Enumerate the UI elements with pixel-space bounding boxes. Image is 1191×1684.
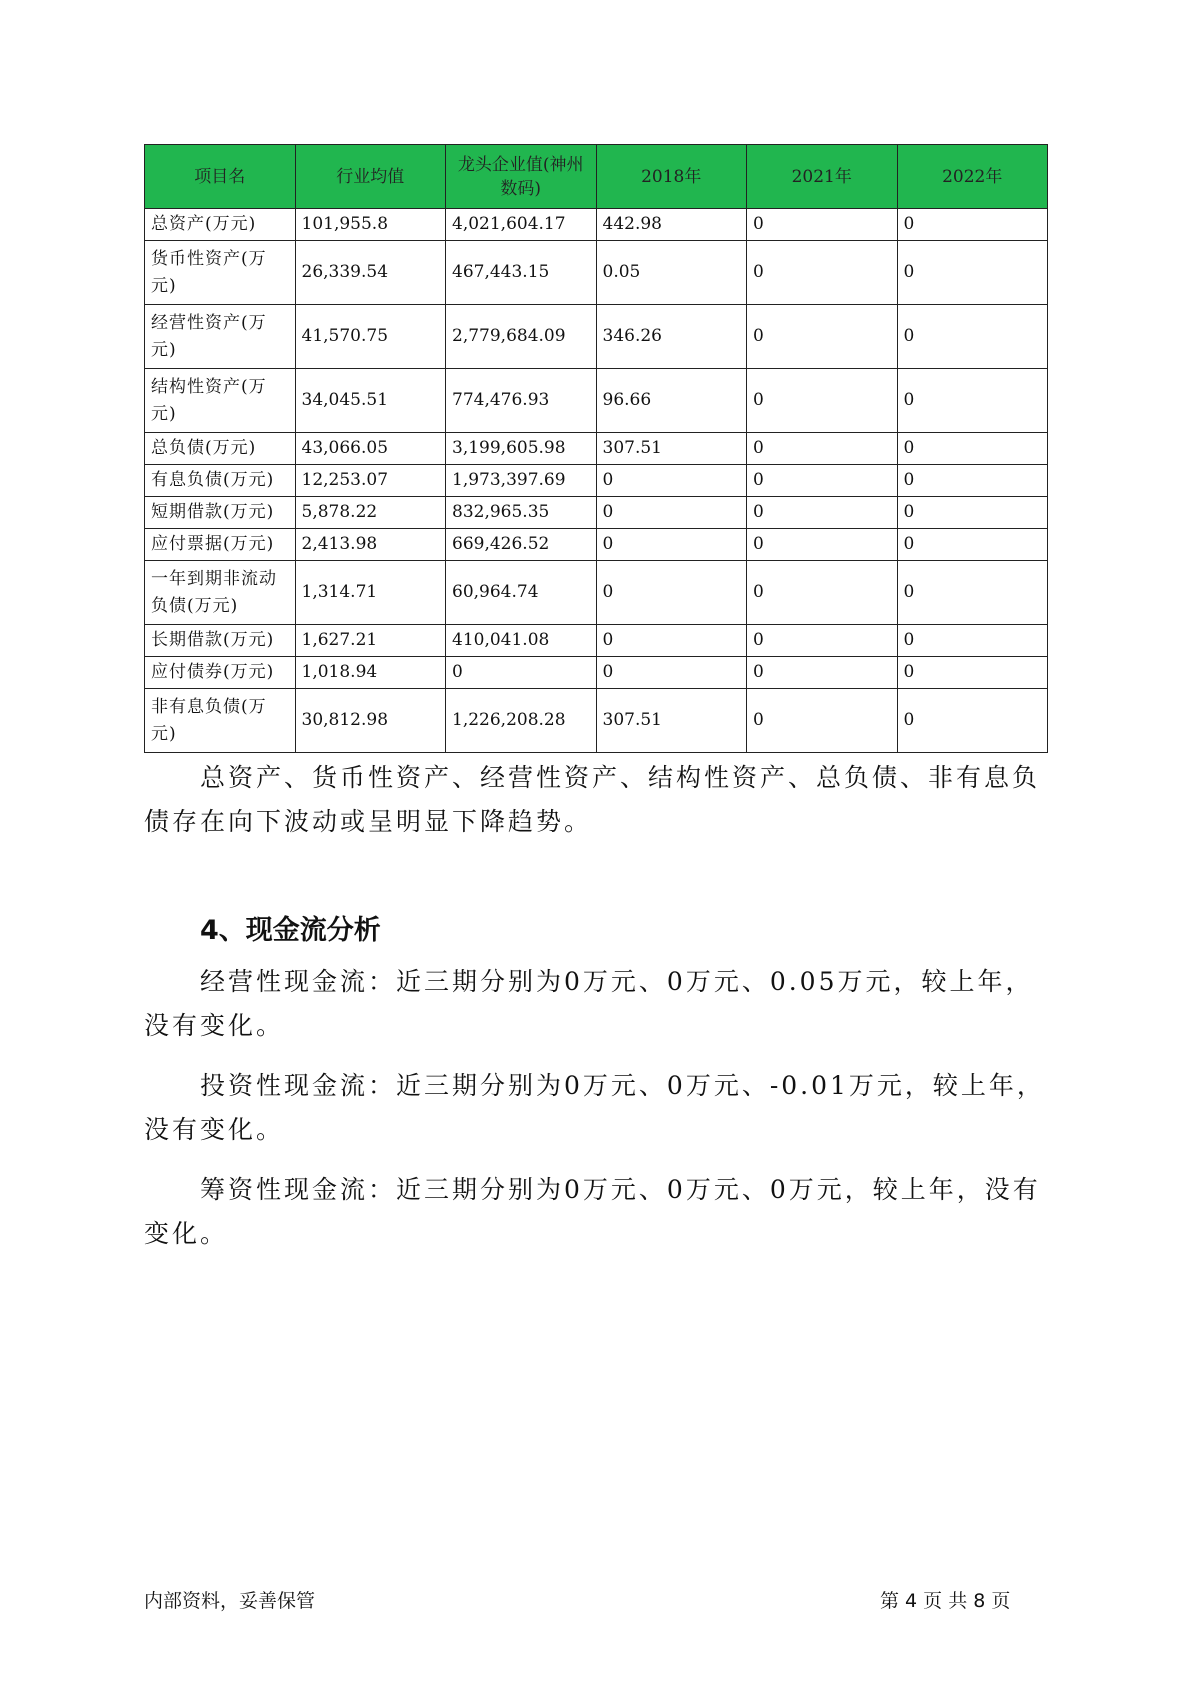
value-cell: 41,570.75	[295, 305, 446, 369]
value-cell: 96.66	[596, 369, 747, 433]
value-cell: 0	[897, 209, 1048, 241]
value-cell: 60,964.74	[446, 561, 597, 625]
value-cell: 0	[747, 657, 898, 689]
summary-paragraph: 总资产、货币性资产、经营性资产、结构性资产、总负债、非有息负债存在向下波动或呈明显下降趋势。	[144, 763, 1041, 836]
value-cell: 0	[897, 561, 1048, 625]
row-label-cell: 货币性资产(万元)	[145, 241, 296, 305]
value-cell: 0	[897, 241, 1048, 305]
value-cell: 1,226,208.28	[446, 689, 597, 753]
value-cell: 0	[596, 465, 747, 497]
table-row	[145, 657, 1048, 689]
value-cell: 307.51	[596, 433, 747, 465]
header-cell: 龙头企业值(神州数码)	[446, 145, 597, 209]
value-cell: 0	[897, 625, 1048, 657]
table-row	[145, 625, 1048, 657]
row-label-cell: 长期借款(万元)	[145, 625, 296, 657]
table-row	[145, 241, 1048, 305]
value-cell: 832,965.35	[446, 497, 597, 529]
financing-cashflow-paragraph: 筹资性现金流：近三期分别为0万元、0万元、0万元，较上年，没有变化。	[144, 1175, 1041, 1248]
value-cell: 3,199,605.98	[446, 433, 597, 465]
value-cell: 2,779,684.09	[446, 305, 597, 369]
investing-cashflow-paragraph: 投资性现金流：近三期分别为0万元、0万元、-0.01万元，较上年，没有变化。	[144, 1071, 1045, 1144]
financial-table	[144, 144, 1048, 753]
value-cell: 0	[747, 689, 898, 753]
value-cell: 0	[596, 529, 747, 561]
value-cell: 26,339.54	[295, 241, 446, 305]
value-cell: 0	[897, 529, 1048, 561]
value-cell: 101,955.8	[295, 209, 446, 241]
table-row	[145, 305, 1048, 369]
value-cell: 0	[747, 497, 898, 529]
value-cell: 0	[747, 241, 898, 305]
value-cell: 0	[596, 625, 747, 657]
value-cell: 0	[897, 497, 1048, 529]
value-cell: 34,045.51	[295, 369, 446, 433]
value-cell: 0	[596, 497, 747, 529]
value-cell: 0	[747, 305, 898, 369]
value-cell: 1,018.94	[295, 657, 446, 689]
value-cell: 12,253.07	[295, 465, 446, 497]
value-cell: 5,878.22	[295, 497, 446, 529]
value-cell: 467,443.15	[446, 241, 597, 305]
value-cell: 669,426.52	[446, 529, 597, 561]
value-cell: 0	[747, 369, 898, 433]
operating-cashflow-paragraph: 经营性现金流：近三期分别为0万元、0万元、0.05万元，较上年，没有变化。	[144, 967, 1034, 1040]
value-cell: 4,021,604.17	[446, 209, 597, 241]
value-cell: 0	[897, 369, 1048, 433]
row-label-cell: 应付债券(万元)	[145, 657, 296, 689]
table-row	[145, 529, 1048, 561]
value-cell: 0.05	[596, 241, 747, 305]
table-row	[145, 465, 1048, 497]
value-cell: 0	[897, 465, 1048, 497]
row-label-cell: 一年到期非流动负债(万元)	[145, 561, 296, 625]
value-cell: 0	[446, 657, 597, 689]
table-row	[145, 209, 1048, 241]
value-cell: 1,627.21	[295, 625, 446, 657]
header-cell: 项目名	[145, 145, 296, 209]
value-cell: 43,066.05	[295, 433, 446, 465]
row-label-cell: 总资产(万元)	[145, 209, 296, 241]
table-row	[145, 561, 1048, 625]
value-cell: 0	[897, 305, 1048, 369]
value-cell: 2,413.98	[295, 529, 446, 561]
header-cell: 2021年	[747, 145, 898, 209]
value-cell: 774,476.93	[446, 369, 597, 433]
table-row	[145, 369, 1048, 433]
value-cell: 1,314.71	[295, 561, 446, 625]
value-cell: 0	[596, 561, 747, 625]
footer-page-number: 第 4 页 共 8 页	[880, 1590, 1011, 1612]
header-cell: 行业均值	[295, 145, 446, 209]
table-row	[145, 689, 1048, 753]
value-cell: 0	[897, 657, 1048, 689]
row-label-cell: 应付票据(万元)	[145, 529, 296, 561]
table-row	[145, 497, 1048, 529]
value-cell: 0	[747, 561, 898, 625]
row-label-cell: 总负债(万元)	[145, 433, 296, 465]
row-label-cell: 经营性资产(万元)	[145, 305, 296, 369]
value-cell: 0	[747, 529, 898, 561]
row-label-cell: 结构性资产(万元)	[145, 369, 296, 433]
value-cell: 1,973,397.69	[446, 465, 597, 497]
value-cell: 307.51	[596, 689, 747, 753]
table-row	[145, 433, 1048, 465]
value-cell: 410,041.08	[446, 625, 597, 657]
header-cell: 2022年	[897, 145, 1048, 209]
row-label-cell: 短期借款(万元)	[145, 497, 296, 529]
row-label-cell: 非有息负债(万元)	[145, 689, 296, 753]
value-cell: 0	[596, 657, 747, 689]
value-cell: 442.98	[596, 209, 747, 241]
value-cell: 30,812.98	[295, 689, 446, 753]
value-cell: 0	[897, 433, 1048, 465]
value-cell: 0	[747, 433, 898, 465]
header-cell: 2018年	[596, 145, 747, 209]
value-cell: 346.26	[596, 305, 747, 369]
value-cell: 0	[747, 625, 898, 657]
value-cell: 0	[897, 689, 1048, 753]
value-cell: 0	[747, 209, 898, 241]
row-label-cell: 有息负债(万元)	[145, 465, 296, 497]
section-heading: 4、现金流分析	[200, 915, 381, 946]
table-header-row	[145, 145, 1048, 209]
value-cell: 0	[747, 465, 898, 497]
footer-confidential: 内部资料，妥善保管	[144, 1590, 316, 1612]
